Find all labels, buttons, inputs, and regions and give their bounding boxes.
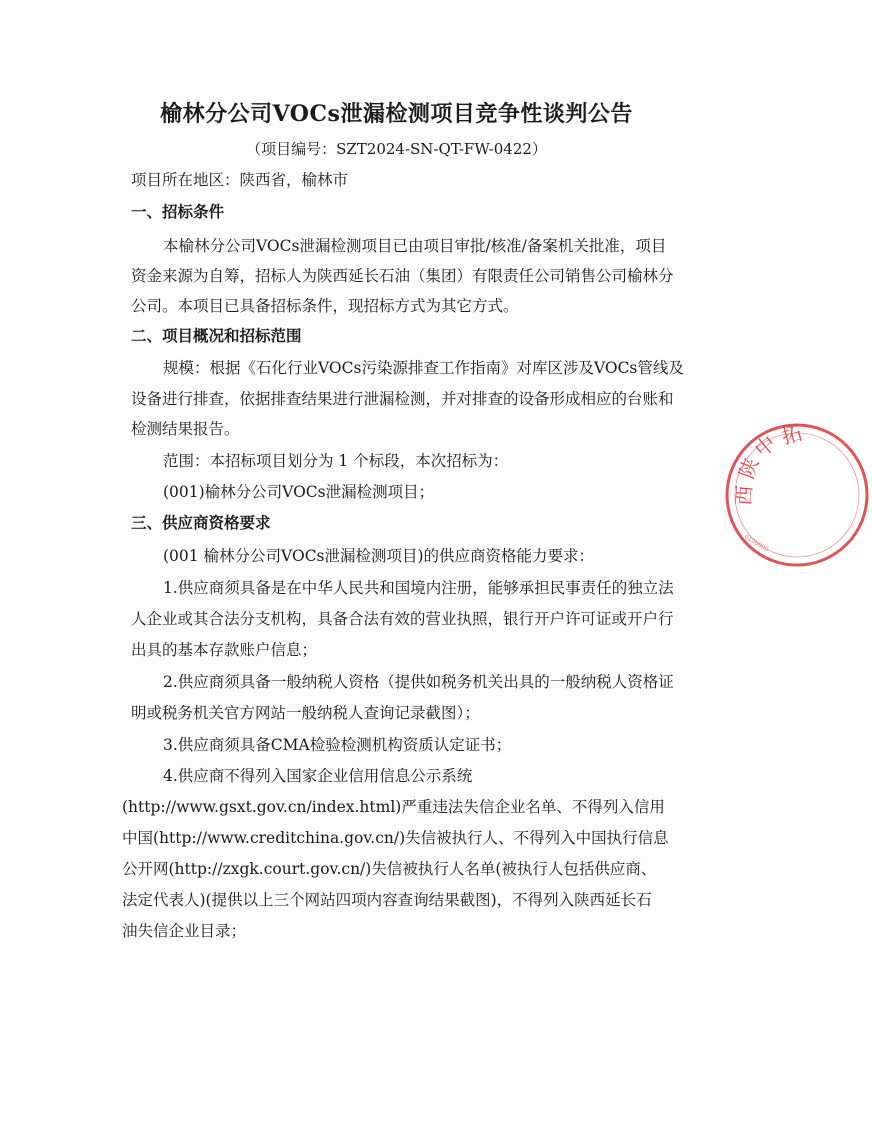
company-seal-stamp <box>722 420 872 570</box>
project-number: （项目编号：SZT2024-SN-QT-FW-0422） <box>246 140 547 158</box>
paragraph-line: 公开网(http://zxgk.court.gov.cn/)失信被执行人名单(被执行人包括供应商、 <box>122 860 657 878</box>
svg-text:中: 中 <box>749 430 781 462</box>
qualification-intro: (001 榆林分公司VOCs泄漏检测项目)的供应商资格能力要求： <box>163 547 595 565</box>
qualification-item-1: 1.供应商须具备是在中华人民共和国境内注册，能够承担民事责任的独立法 <box>163 579 674 597</box>
paragraph-line: 资金来源为自筹，招标人为陕西延长石油（集团）有限责任公司销售公司榆林分 <box>131 267 674 285</box>
paragraph-line: (http://www.gsxt.gov.cn/index.html)严重违法失信企业名单、不得列入信用 <box>122 798 665 816</box>
paragraph-line: 规模：根据《石化行业VOCs污染源排查工作指南》对库区涉及VOCs管线及 <box>163 359 684 377</box>
paragraph-line: 明或税务机关官方网站一般纳税人查询记录截图）； <box>131 704 480 722</box>
svg-text:拓: 拓 <box>779 420 805 449</box>
paragraph-line: 油失信企业目录； <box>122 922 247 940</box>
paragraph-line: 法定代表人)(提供以上三个网站四项内容查询结果截图)，不得列入陕西延长石 <box>122 891 652 909</box>
project-location: 项目所在地区：陕西省，榆林市 <box>131 171 349 189</box>
section-heading-project-overview: 二、项目概况和招标范围 <box>131 327 302 345</box>
svg-text:陕: 陕 <box>734 454 764 482</box>
lot-line: (001)榆林分公司VOCs泄漏检测项目； <box>163 483 435 501</box>
section-heading-bidding-conditions: 一、招标条件 <box>131 203 225 221</box>
paragraph-line: 设备进行排查，依据排查结果进行泄漏检测，并对排查的设备形成相应的台账和 <box>131 390 674 408</box>
paragraph-line: 本榆林分公司VOCs泄漏检测项目已由项目审批/核准/备案机关批准，项目 <box>163 237 667 255</box>
paragraph-line: 中国(http://www.creditchina.gov.cn/)失信被执行人、不得列入中国执行信息 <box>122 829 669 847</box>
paragraph-line: 出具的基本存款账户信息； <box>131 641 318 659</box>
paragraph-line: 公司。本项目已具备招标条件，现招标方式为其它方式。 <box>131 297 519 315</box>
paragraph-line: 检测结果报告。 <box>131 420 240 438</box>
svg-text:西: 西 <box>731 484 757 507</box>
paragraph-line: 人企业或其合法分支机构，具备合法有效的营业执照，银行开户许可证或开户行 <box>131 610 674 628</box>
qualification-item-4: 4.供应商不得列入国家企业信用信息公示系统 <box>163 767 473 785</box>
document-title: 榆林分公司VOCs泄漏检测项目竞争性谈判公告 <box>160 101 633 127</box>
section-heading-supplier-qualifications: 三、供应商资格要求 <box>131 514 271 532</box>
svg-text:6100000: 6100000 <box>743 533 770 554</box>
scope-line: 范围：本招标项目划分为 1 个标段，本次招标为： <box>163 452 509 470</box>
qualification-item-2: 2.供应商须具备一般纳税人资格（提供如税务机关出具的一般纳税人资格证 <box>163 673 674 691</box>
qualification-item-3: 3.供应商须具备CMA检验检测机构资质认定证书； <box>163 736 512 754</box>
